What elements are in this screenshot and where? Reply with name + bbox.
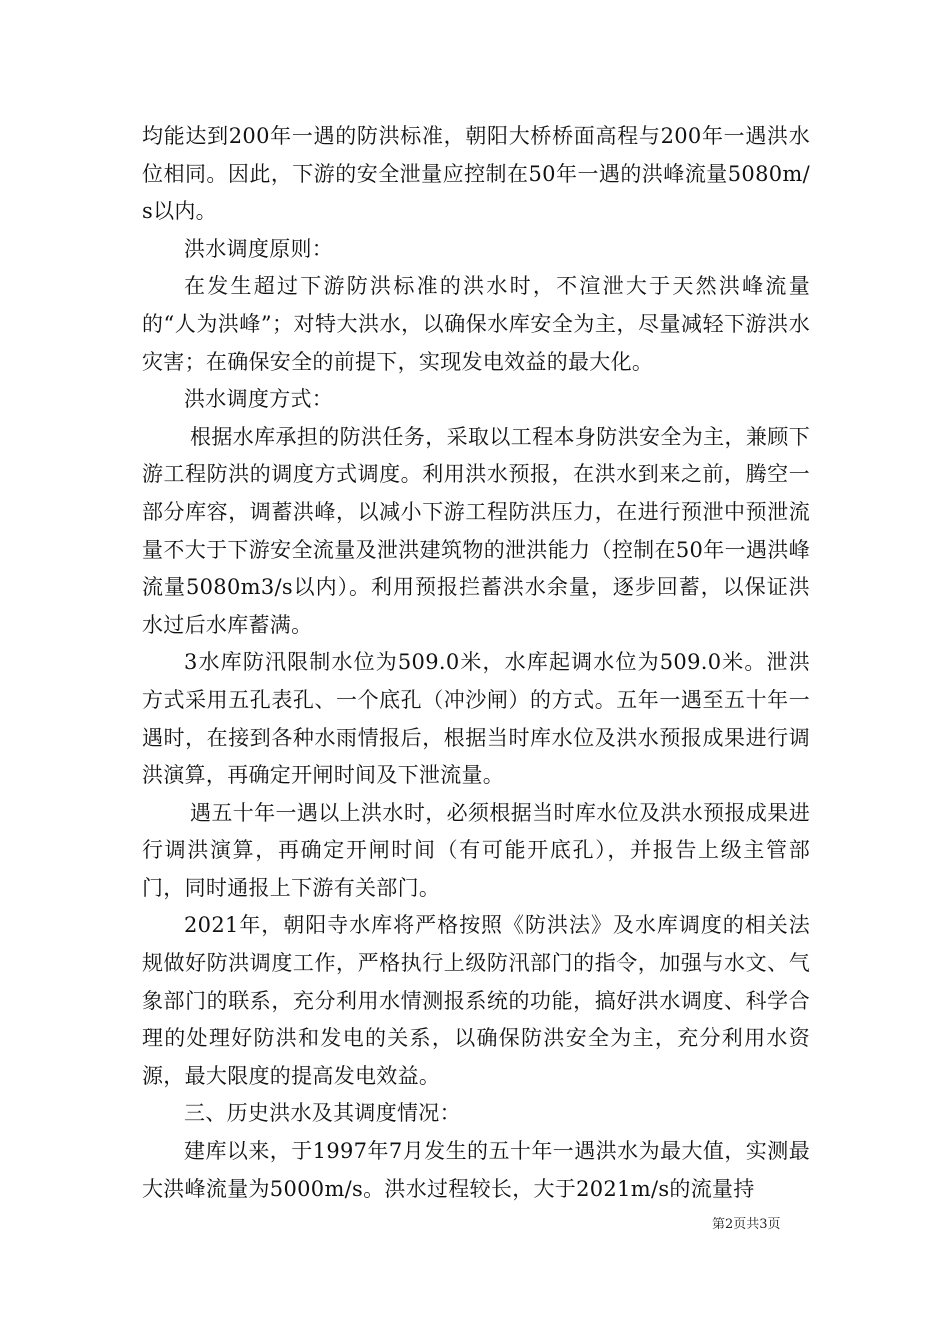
paragraph-dispatch-method: 根据水库承担的防洪任务，采取以工程本身防洪安全为主，兼顾下游工程防洪的调度方式调度。利用洪水预报，在洪水到来之前，腾空一部分库容，调蓄洪峰，以减小下游工程防洪压力，在进行预泄中预泄流量不大于下游安全流量及泄洪建筑物的泄洪能力（控制在50年一遇洪峰流量5080m3/s以内）。利用预报拦蓄洪水余量，逐步回蓄，以保证洪水过后水库蓄满。 [142, 424, 810, 637]
page-number: 第2页共3页 [712, 1217, 781, 1232]
paragraph-water-level: 3水库防汛限制水位为509.0米，水库起调水位为509.0米。泄洪方式采用五孔表孔、一个底孔（冲沙闸）的方式。五年一遇至五十年一遇时，在接到各种水雨情报后，根据当时库水位及洪水预报成果进行调洪演算，再确定开闸时间及下泄流量。 [142, 650, 810, 788]
paragraph-historical-floods: 建库以来，于1997年7月发生的五十年一遇洪水为最大值，实测最大洪峰流量为5000m/s。洪水过程较长，大于2021m/s的流量持 [142, 1139, 810, 1201]
paragraph-dispatch-principle: 在发生超过下游防洪标准的洪水时，不渲泄大于天然洪峰流量的“人为洪峰”；对特大洪水，以确保水库安全为主，尽量减轻下游洪水灾害；在确保安全的前提下，实现发电效益的最大化。 [142, 274, 810, 374]
body-text [142, 118, 810, 1208]
heading-dispatch-method: 洪水调度方式： [184, 387, 334, 412]
heading-dispatch-principle: 洪水调度原则： [184, 236, 334, 261]
paragraph-flood-standard: 均能达到200年一遇的防洪标准，朝阳大桥桥面高程与200年一遇洪水位相同。因此，下游的安全泄量应控制在50年一遇的洪峰流量5080m/s以内。 [142, 124, 810, 224]
paragraph-fifty-year-flood: 遇五十年一遇以上洪水时，必须根据当时库水位及洪水预报成果进行调洪演算，再确定开闸时间（有可能开底孔），并报告上级主管部门，同时通报上下游有关部门。 [142, 800, 810, 900]
paragraph-2021-plan: 2021年，朝阳寺水库将严格按照《防洪法》及水库调度的相关法规做好防洪调度工作，严格执行上级防汛部门的指令，加强与水文、气象部门的联系，充分利用水情测报系统的功能，搞好洪水调度、科学合理的处理好防洪和发电的关系，以确保防洪安全为主，充分利用水资源，最大限度的提高发电效益。 [142, 913, 810, 1088]
heading-historical-floods: 三、历史洪水及其调度情况： [184, 1101, 461, 1126]
